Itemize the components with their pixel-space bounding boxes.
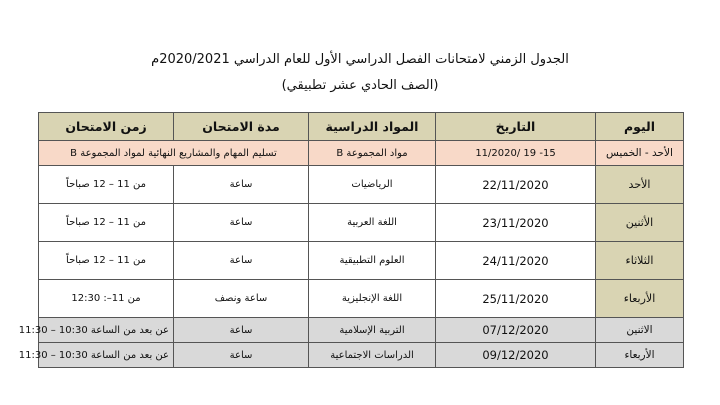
table-row [39, 242, 684, 280]
group-b-task: تسليم المهام والمشاريع النهائية لمواد المجموعة B [39, 141, 309, 166]
table-row-remote [39, 318, 684, 343]
row-time: من 11 – 12 صباحاً [39, 166, 174, 204]
row-date: 23/11/2020 [436, 204, 596, 242]
table-row [39, 280, 684, 318]
row-time: من 11 – 12 صباحاً [39, 204, 174, 242]
row-day: الثلاثاء [596, 242, 684, 280]
header-time: زمن الامتحان [39, 113, 174, 141]
table-row [39, 166, 684, 204]
row-subject: التربية الإسلامية [309, 318, 436, 343]
row-duration: ساعة [174, 318, 309, 343]
document-subtitle: (الصف الحادي عشر تطبيقي) [281, 78, 439, 93]
row-duration: ساعة [174, 343, 309, 368]
row-day: الاثنين [596, 318, 684, 343]
row-subject: الدراسات الاجتماعية [309, 343, 436, 368]
row-day: الأربعاء [596, 280, 684, 318]
row-date: 09/12/2020 [436, 343, 596, 368]
row-date: 25/11/2020 [436, 280, 596, 318]
row-time: من 11–: 12:30 [39, 280, 174, 318]
row-date: 07/12/2020 [436, 318, 596, 343]
table-row-remote [39, 343, 684, 368]
row-day: الأربعاء [596, 343, 684, 368]
group-b-day: الأحد - الخميس [596, 141, 684, 166]
row-date: 24/11/2020 [436, 242, 596, 280]
row-day: الأثنين [596, 204, 684, 242]
row-subject: اللغة العربية [309, 204, 436, 242]
header-date: التاريخ [436, 113, 596, 141]
row-subject: اللغة الإنجليزية [309, 280, 436, 318]
row-duration: ساعة [174, 166, 309, 204]
table-row [39, 204, 684, 242]
row-duration: ساعة [174, 242, 309, 280]
row-subject: العلوم التطبيقية [309, 242, 436, 280]
row-day: الأحد [596, 166, 684, 204]
row-time: عن بعد من الساعة 10:30 – 11:30 [39, 343, 174, 368]
header-duration: مدة الامتحان [174, 113, 309, 141]
group-b-date: 15- 19 /11/2020 [436, 141, 596, 166]
exam-schedule-table [18, 112, 684, 368]
row-subject: الرياضيات [309, 166, 436, 204]
group-b-subject: مواد المجموعة B [309, 141, 436, 166]
header-day: اليوم [596, 113, 684, 141]
row-duration: ساعة ونصف [174, 280, 309, 318]
row-duration: ساعة [174, 204, 309, 242]
group-b-row [39, 141, 684, 166]
row-time: من 11 – 12 صباحاً [39, 242, 174, 280]
document-title: الجدول الزمني لامتحانات الفصل الدراسي الأول للعام الدراسي 2020/2021م [151, 52, 569, 67]
row-date: 22/11/2020 [436, 166, 596, 204]
table-header-row [39, 113, 684, 141]
header-subject: المواد الدراسية [309, 113, 436, 141]
row-time: عن بعد من الساعة 10:30 – 11:30 [39, 318, 174, 343]
